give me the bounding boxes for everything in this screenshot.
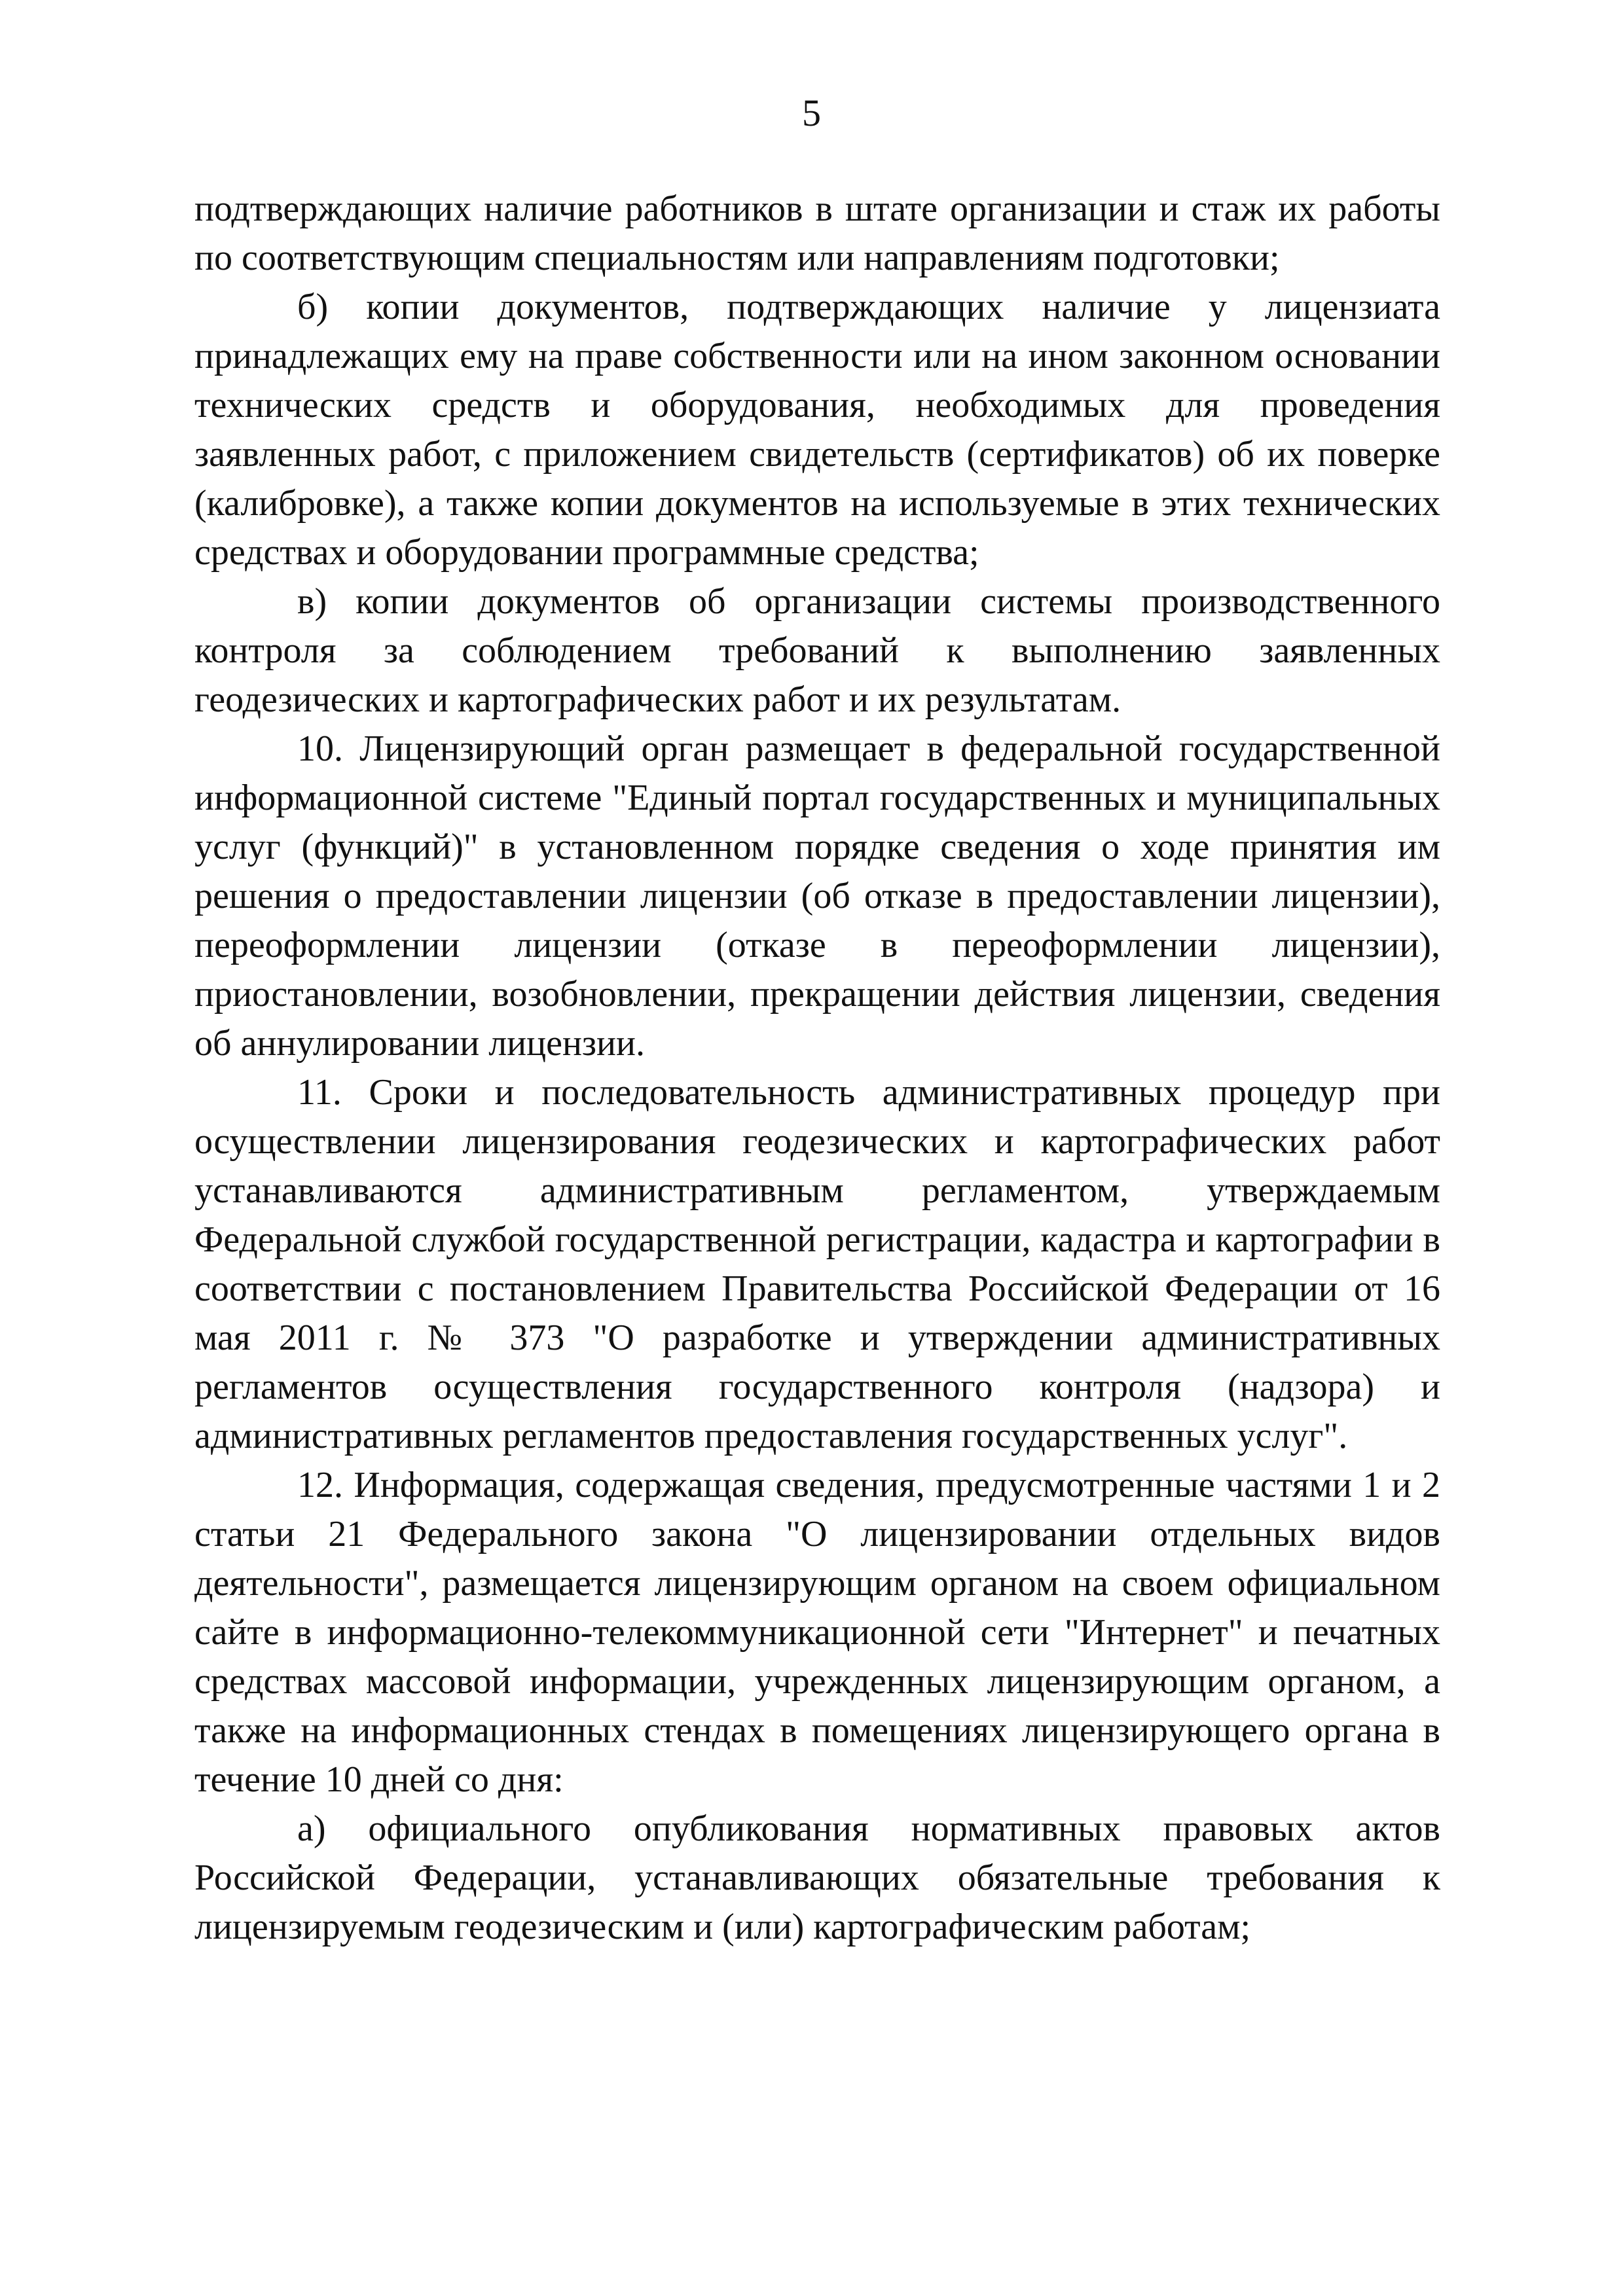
paragraph-10: 10. Лицензирующий орган размещает в федеральной государственной информационной системе "Единый портал государственных и муниципальных услуг (функций)" в установленном порядке сведения о ходе принятия им решения о предоставлении лицензии (об отказе в предоставлении лицензии), переоформлении лицензии (отказе в переоформлении лицензии), приостановлении, возобновлении, прекращении действия лицензии, сведения об аннулировании лицензии. [194, 728, 1440, 1064]
paragraph-continuation: подтверждающих наличие работников в штате организации и стаж их работы по соответствующим специальностям или направлениям подготовки; [194, 188, 1440, 278]
paragraph-11: 11. Сроки и последовательность административных процедур при осуществлении лицензирования геодезических и картографических работ устанавливаются административным регламентом, утверждаемым Федеральной службой государственной регистрации, кадастра и картографии в соответствии с постановлением Правительства Российской Федерации от 16 мая 2011 г. № 373 "О разработке и утверждении административных регламентов осуществления государственного контроля (надзора) и административных регламентов предоставления государственных услуг". [194, 1072, 1440, 1456]
paragraph-item-a: а) официального опубликования нормативных правовых актов Российской Федерации, устанавливающих обязательные требования к лицензируемым геодезическим и (или) картографическим работам; [194, 1808, 1440, 1947]
paragraph-12: 12. Информация, содержащая сведения, предусмотренные частями 1 и 2 статьи 21 Федерального закона "О лицензировании отдельных видов деятельности", размещается лицензирующим органом на своем официальном сайте в информационно-телекоммуникационной сети "Интернет" и печатных средствах массовой информации, учрежденных лицензирующим органом, а также на информационных стендах в помещениях лицензирующего органа в течение 10 дней со дня: [194, 1465, 1440, 1800]
paragraph-item-b: б) копии документов, подтверждающих наличие у лицензиата принадлежащих ему на праве собственности или на ином законном основании технических средств и оборудования, необходимых для проведения заявленных работ, с приложением свидетельств (сертификатов) об их поверке (калибровке), а также копии документов на используемые в этих технических средствах и оборудовании программные средства; [194, 287, 1440, 573]
page-number: 5 [802, 92, 821, 134]
document-body [194, 185, 1440, 1952]
paragraph-item-v: в) копии документов об организации системы производственного контроля за соблюдением требований к выполнению заявленных геодезических и картографических работ и их результатам. [194, 581, 1440, 720]
